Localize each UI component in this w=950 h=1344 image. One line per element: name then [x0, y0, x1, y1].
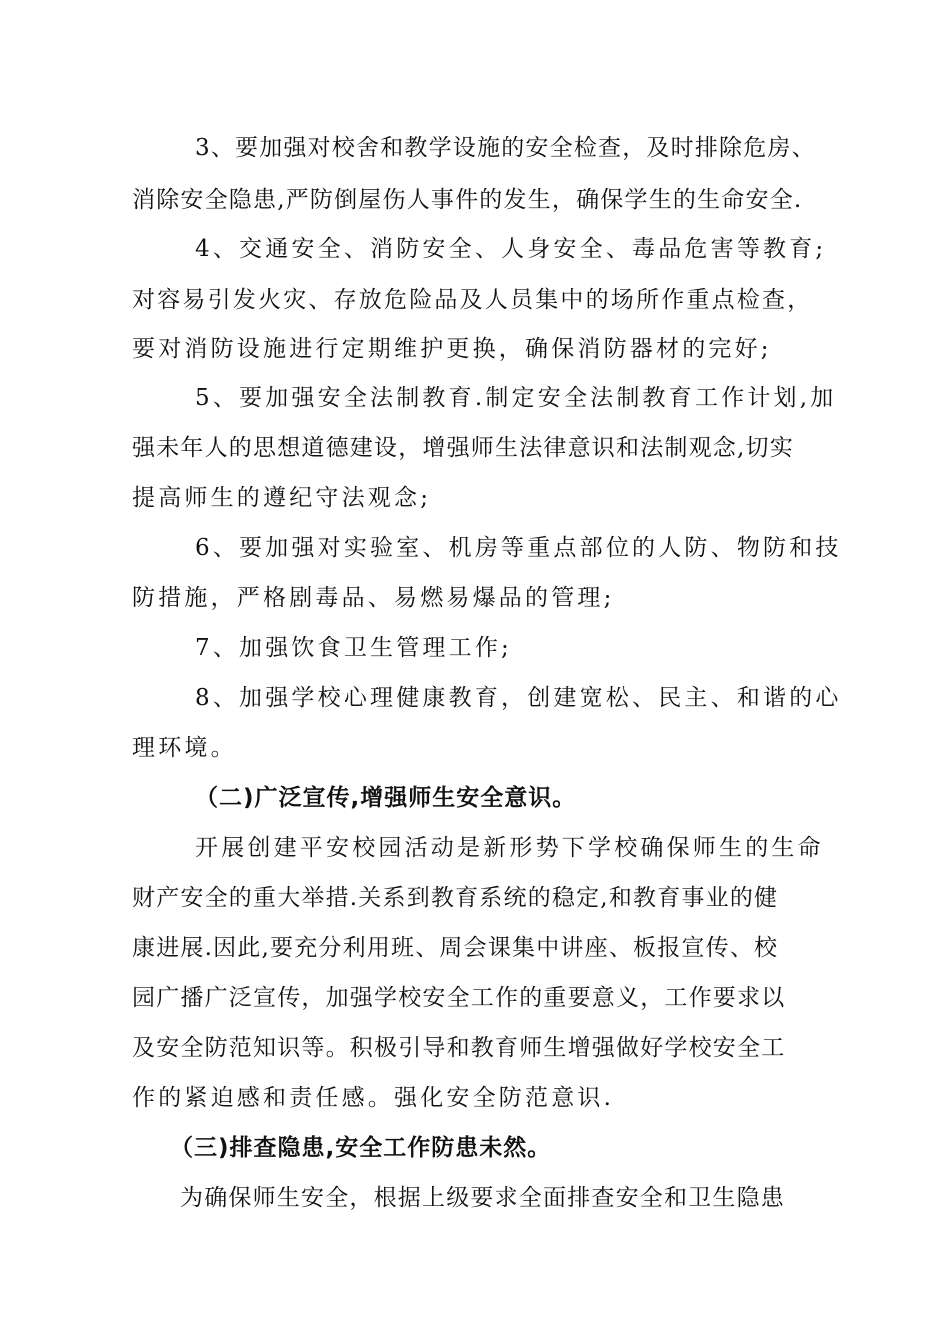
section-3-paragraph-line-1: 为确保师生安全，根据上级要求全面排查安全和卫生隐患	[180, 1185, 785, 1211]
section-heading-3: （三)排查隐患,安全工作防患未然。	[170, 1135, 552, 1161]
paragraph-3-line-1: 3、要加强对校舍和教学设施的安全检查，及时排除危房、	[195, 135, 816, 161]
paragraph-4-line-2: 对容易引发火灾、存放危险品及人员集中的场所作重点检查，	[132, 287, 813, 313]
paragraph-5-line-2: 强未年人的思想道德建设，增强师生法律意识和法制观念,切实	[132, 435, 794, 461]
section-2-paragraph-line-5: 及安全防范知识等。积极引导和教育师生增强做好学校安全工	[132, 1035, 786, 1061]
paragraph-6-line-1: 6、要加强对实验室、机房等重点部位的人防、物防和技	[195, 535, 842, 561]
section-2-paragraph-line-3: 康进展.因此,要充分利用班、周会课集中讲座、板报宣传、校	[132, 935, 779, 961]
section-2-paragraph-line-4: 园广播广泛宣传，加强学校安全工作的重要意义，工作要求以	[132, 985, 786, 1011]
paragraph-5-line-3: 提高师生的遵纪守法观念;	[132, 485, 432, 511]
section-2-paragraph-line-1: 开展创建平安校园活动是新形势下学校确保师生的生命	[195, 835, 824, 861]
paragraph-4-line-1: 4、交通安全、消防安全、人身安全、毒品危害等教育;	[195, 236, 827, 262]
paragraph-7-line-1: 7、加强饮食卫生管理工作;	[195, 635, 512, 661]
paragraph-5-line-1: 5、要加强安全法制教育.制定安全法制教育工作计划,加	[195, 385, 837, 411]
section-heading-2: （二)广泛宣传,增强师生安全意识。	[195, 785, 577, 811]
paragraph-6-line-2: 防措施，严格剧毒品、易燃易爆品的管理;	[132, 585, 615, 611]
paragraph-8-line-2: 理环境。	[132, 735, 237, 761]
section-2-paragraph-line-2: 财产安全的重大举措.关系到教育系统的稳定,和教育事业的健	[132, 885, 779, 911]
paragraph-3-line-2: 消除安全隐患,严防倒屋伤人事件的发生，确保学生的生命安全.	[132, 187, 803, 213]
paragraph-4-line-3: 要对消防设施进行定期维护更换，确保消防器材的完好;	[132, 336, 772, 362]
section-2-paragraph-line-6: 作的紧迫感和责任感。强化安全防范意识.	[132, 1085, 615, 1111]
paragraph-8-line-1: 8、加强学校心理健康教育，创建宽松、民主、和谐的心	[195, 685, 842, 711]
